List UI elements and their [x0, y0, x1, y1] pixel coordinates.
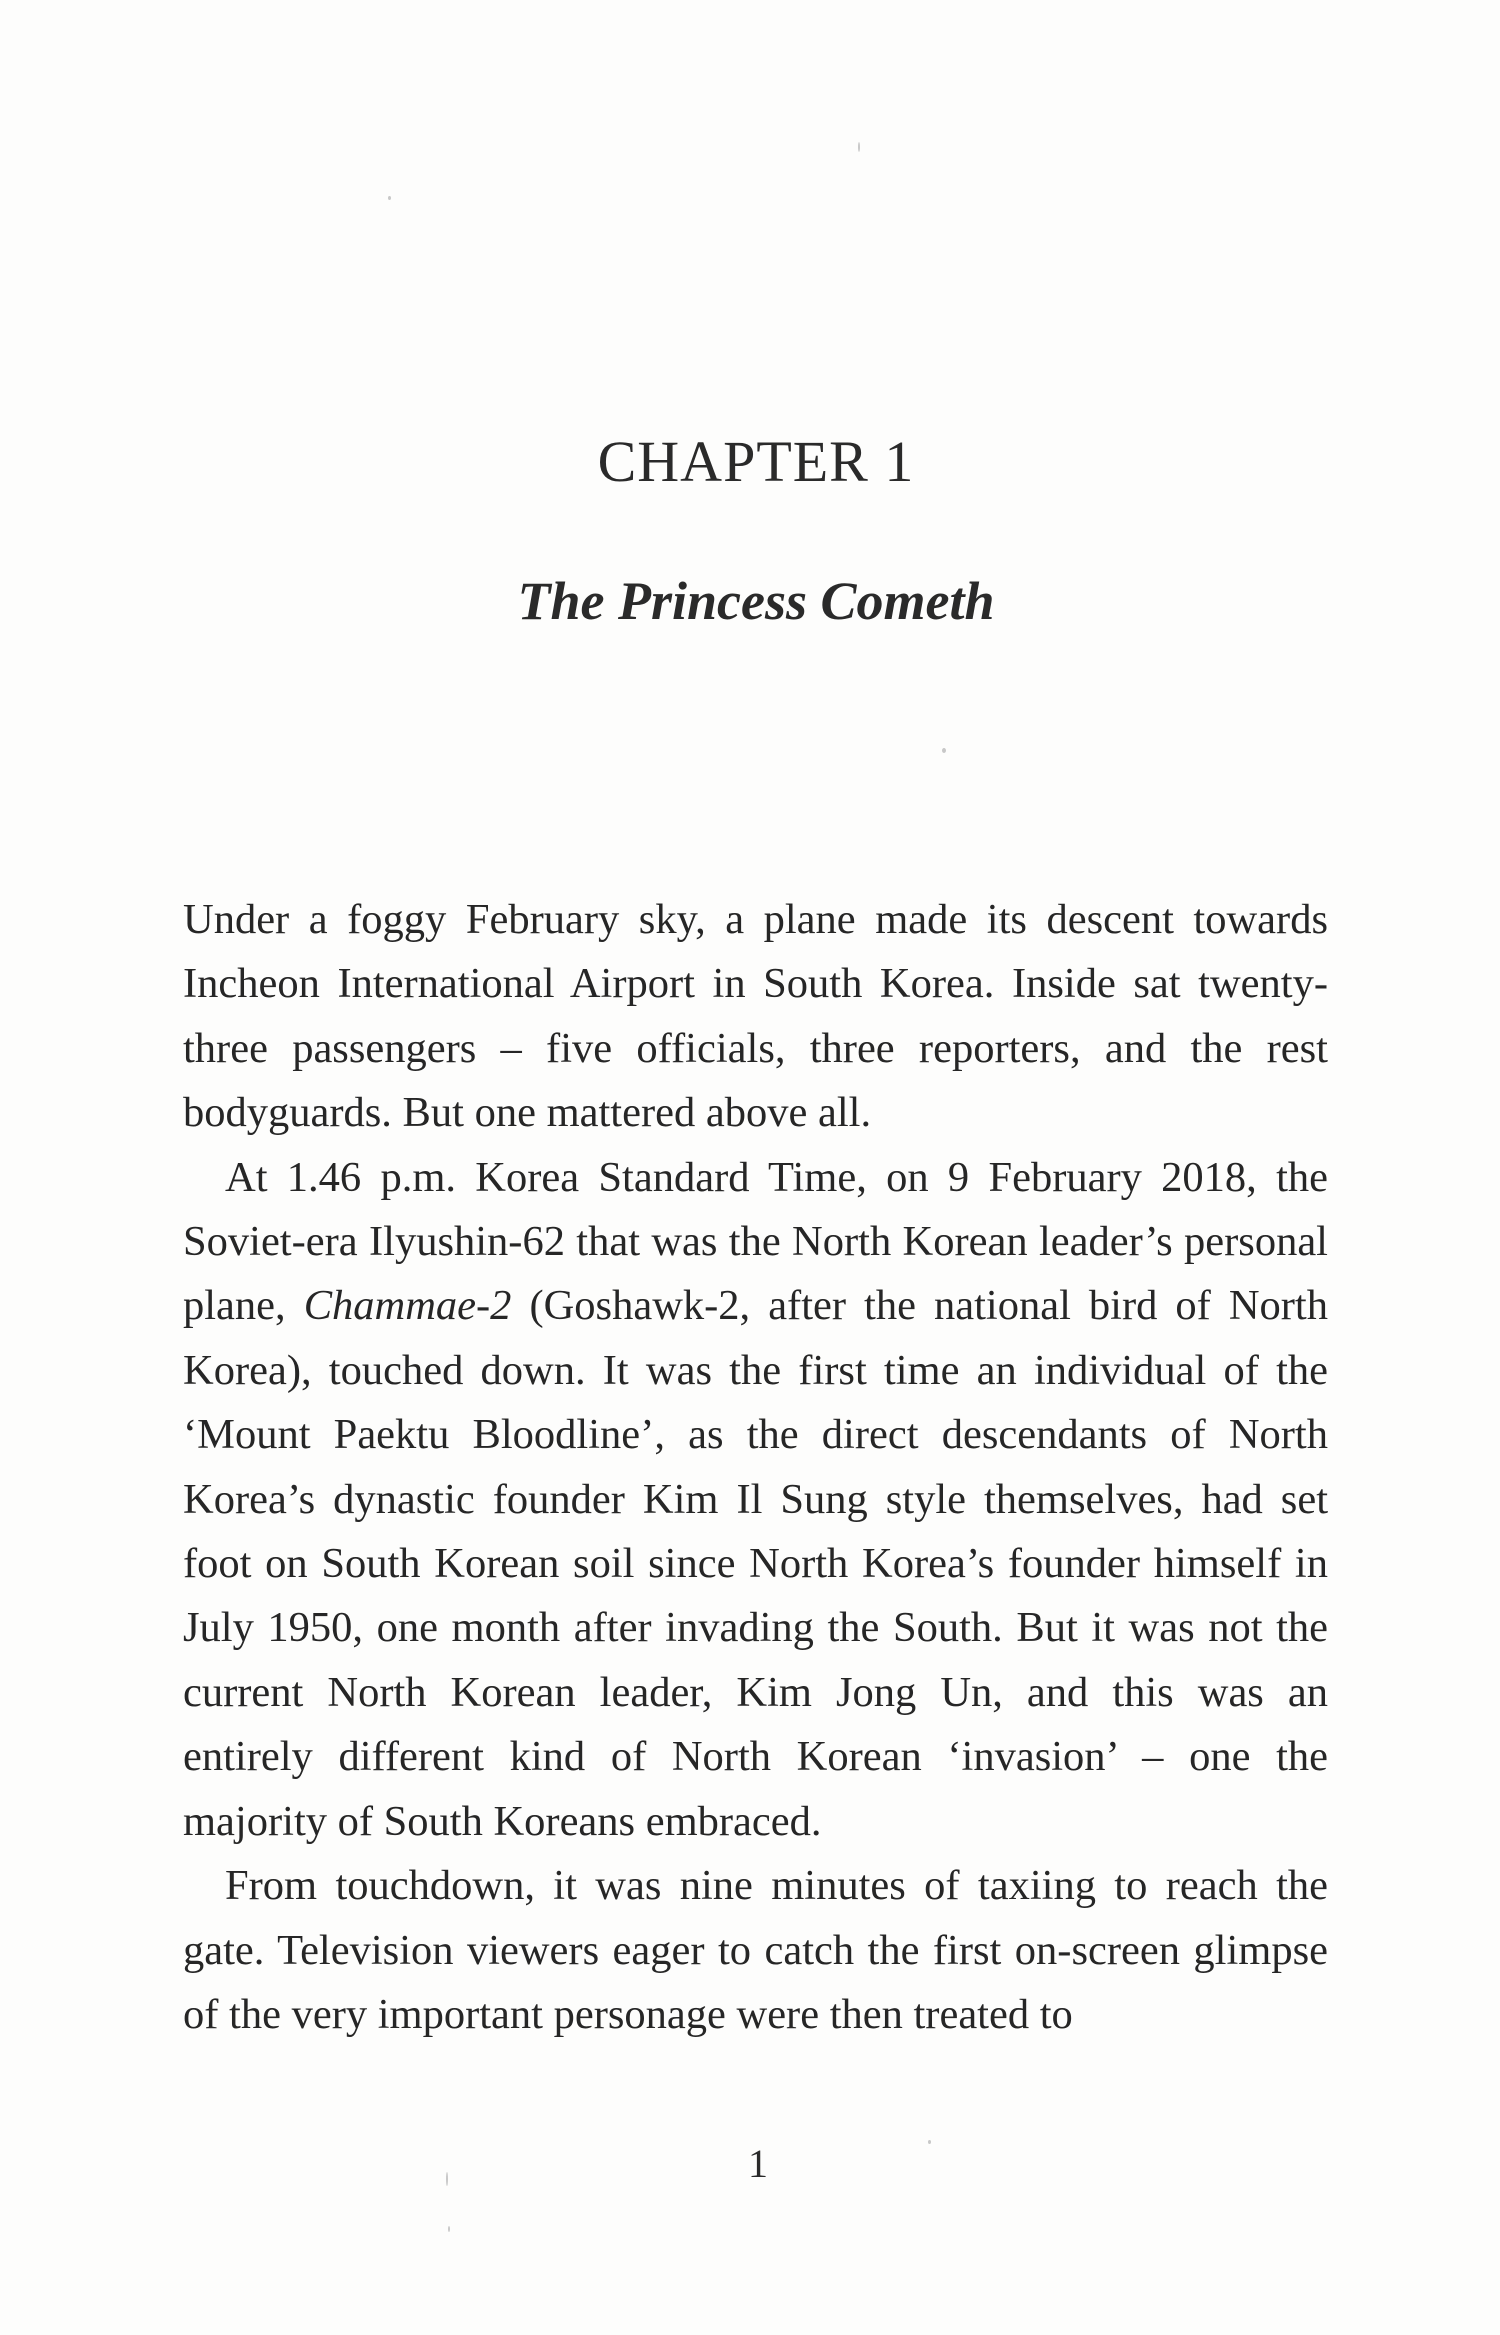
paragraph-text: Under a foggy February sky, a plane made its descent towards Incheon International Airport in South Korea. Inside sat twenty-three passengers – five officials, three reporters, and the rest bodyguards. But one mattered above all. [183, 896, 1328, 1137]
paragraph-text: From touchdown, it was nine minutes of taxiing to reach the gate. Television viewers eager to catch the first on-screen glimpse of the very important personage were then treated to [183, 1862, 1328, 2038]
chapter-title: The Princess Cometh [517, 571, 995, 631]
page-number: 1 [748, 2141, 768, 2186]
body-text [183, 888, 1328, 2047]
scan-speck [928, 2140, 931, 2144]
scan-speck [448, 2226, 450, 2232]
paragraph-1 [183, 888, 1328, 1146]
scan-speck [446, 2172, 448, 2186]
paragraph-text: At 1.46 p.m. Korea Standard Time, on 9 February 2018, the Soviet-era Ilyushin-62 that was the North Korean leader’s personal plane, [183, 1153, 1328, 1330]
scan-speck [388, 196, 391, 200]
paragraph-text: (Goshawk-2, after the national bird of North Korea), touched down. It was the first time an individual of the ‘Mount Paektu Bloodline’, as the direct descendants of North Korea’s dynastic founder Kim Il Sung style themselves, had set foot on South Korean soil since North Korea’s founder himself in July 1950, one month after invading the South. But it was not the current North Korean leader, Kim Jong Un, and this was an entirely different kind of North Korean ‘invasion’ – one the majority of South Koreans embraced. [183, 1282, 1328, 1845]
plane-name: Chammae-2 [303, 1282, 512, 1330]
scan-speck [942, 748, 946, 753]
paragraph-3 [183, 1854, 1328, 2047]
paragraph-2 [183, 1146, 1328, 1854]
scan-speck [858, 142, 860, 152]
chapter-heading: CHAPTER 1 [597, 429, 915, 494]
